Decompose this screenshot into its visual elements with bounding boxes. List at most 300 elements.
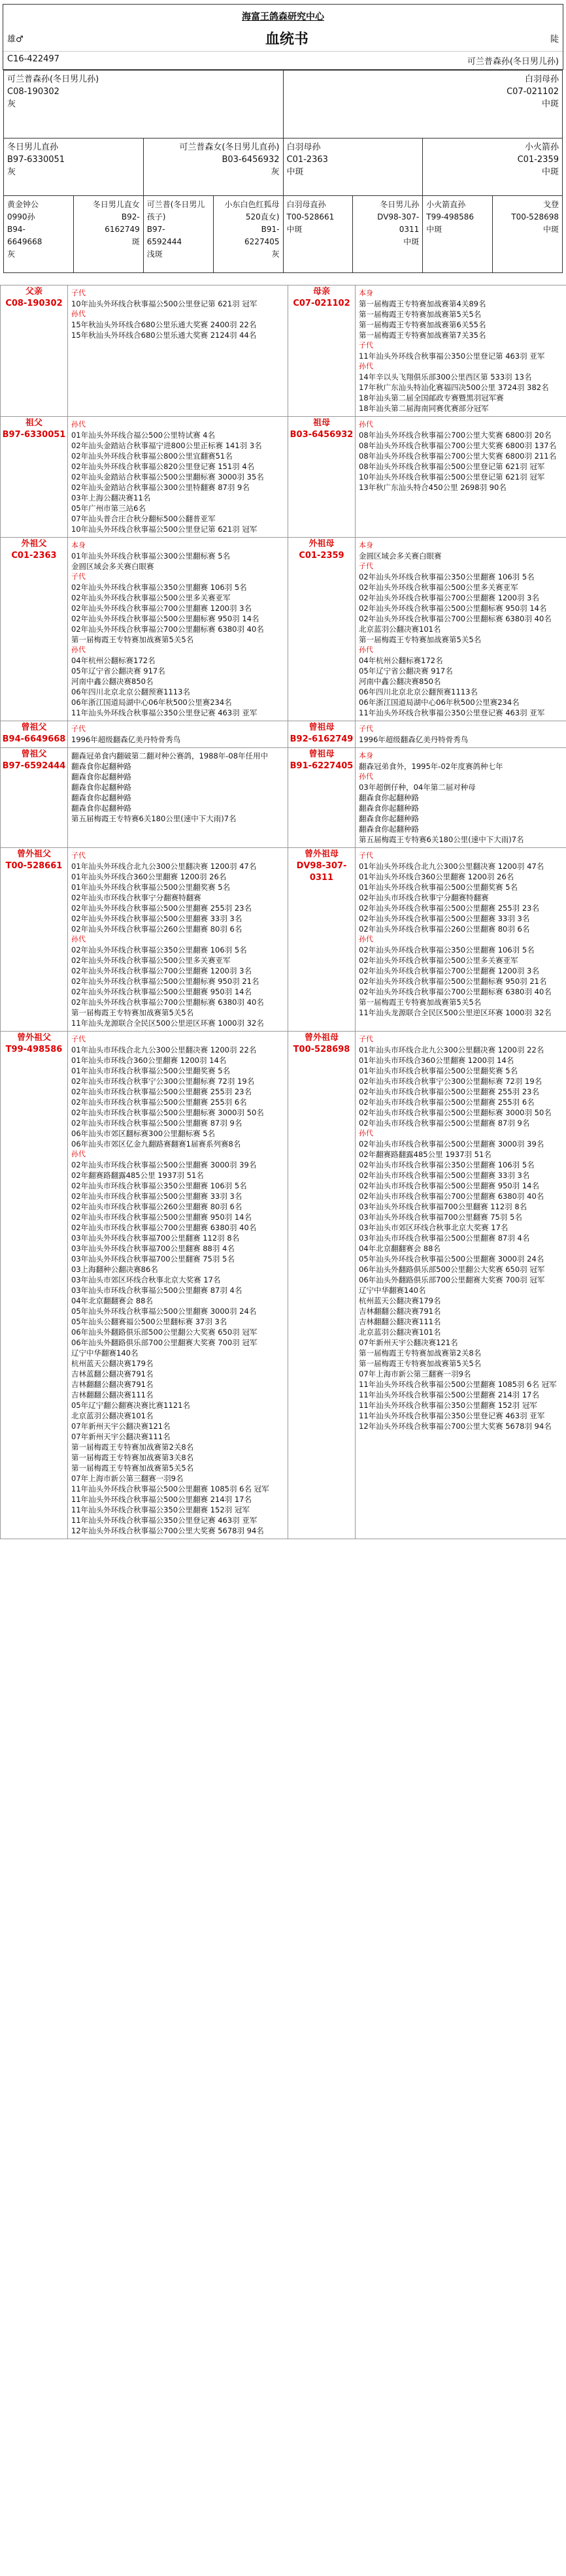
granddam-2-color: 中斑	[541, 167, 559, 177]
achievement-line: 02年汕头外环线合秋事福公820公里登记赛 151羽 4名	[71, 462, 255, 471]
pedigree-header	[3, 4, 563, 70]
section-heading: 孙代	[359, 935, 373, 943]
section-heading: 孙代	[359, 1129, 373, 1137]
achievement-line: 07年新州天宇公翻决赛121名	[359, 1338, 458, 1347]
great-grandparent-5	[283, 196, 353, 273]
achievement-line: 02年汕头外环线合秋事福公700公里翻标赛 6380羽 40名	[71, 625, 264, 634]
achievement-line: 03年汕头市郊区环线合秋事北京大奖赛 17名	[359, 1223, 508, 1232]
achievement-line: 翻森冠弟食内翻破第二翻对种公赛鸽，1988年-08年任用中	[71, 751, 269, 760]
section-heading: 子代	[359, 341, 373, 350]
achievement-line: 02年汕头市环线合秋事宁公300公里翻标赛 72羽 19名	[359, 1077, 542, 1086]
left-achievements	[68, 748, 288, 848]
achievement-line: 翻森食你起翻种路	[359, 814, 419, 823]
achievement-line: 02年汕头市环线合秋事福公500公里翻赛 87羽 9名	[359, 1118, 530, 1128]
achievement-line: 01年汕头外环线合秋事福公500公里翻奖赛 5名	[359, 883, 518, 892]
ggp7-line: 小火箭直孙	[426, 200, 466, 209]
achievement-line: 08年汕头外环线合秋事福公500公里登记第 621羽 冠军	[359, 462, 545, 471]
granddam-1-cell	[143, 139, 283, 196]
achievement-line: 02年汕头市环线合秋事福公350公里翻赛 106羽 5名	[359, 1160, 535, 1169]
achievement-line: 03年汕头外环线合秋事福700公里翻赛 112羽 8名	[71, 1233, 240, 1243]
achievement-line: 第五届梅霞王专特赛6关180公里(速中下大雨)7名	[71, 814, 237, 823]
granddam-1-ring: B03-6456932	[222, 155, 280, 165]
dam-color: 中斑	[541, 99, 559, 109]
ggp2-line: B92-	[121, 212, 140, 221]
section-heading: 孙代	[71, 645, 86, 654]
section-heading: 孙代	[359, 420, 373, 429]
left-ancestor-label	[1, 538, 68, 721]
achievement-line: 01年汕头市环线合北九公300公里翻决赛 1200羽 22名	[71, 1045, 257, 1054]
left-ancestor-label	[1, 848, 68, 1032]
achievement-line: 02年汕头外环线合秋事福公700公里翻赛 1200羽 3名	[359, 966, 539, 975]
achievement-line: 02年汕头外环线合秋事福公260公里翻赛 80羽 6名	[71, 924, 242, 934]
achievement-line: 06年汕头外翻路俱乐部500公里翻公大奖赛 650羽 冠军	[71, 1328, 258, 1337]
achievement-line: 04年杭州公翻标赛172名	[359, 656, 443, 665]
achievement-line: 翻森冠弟食外，1995年-02年度赛鸽种七年	[359, 762, 503, 771]
achievement-line: 01年汕头外环线合北九公300公里翻决赛 1200羽 47名	[359, 862, 544, 871]
achievement-line: 翻森食你起翻种路	[71, 804, 131, 813]
section-heading: 孙代	[71, 935, 86, 943]
achievement-line: 02年汕头外环线合秋事福公500公里翻赛 33羽 3名	[359, 914, 530, 923]
ring-number: C16-422497	[7, 54, 59, 64]
section-heading: 本身	[359, 541, 373, 549]
achievement-line: 第一届梅霞王专特赛加战赛第6关55名	[359, 320, 486, 329]
detail-row	[1, 285, 566, 417]
ggp5-line: 白羽母直孙	[286, 200, 326, 209]
achievement-line: 02年汕头外环线合秋事福公500公里翻赛 255羽 23名	[359, 904, 539, 913]
achievement-line: 02年汕头市环线合秋事福公700公里翻赛 6380羽 40名	[71, 1223, 257, 1232]
great-grandparent-1	[4, 196, 74, 273]
section-heading: 子代	[71, 289, 86, 297]
right-ancestor-label	[288, 285, 356, 417]
achievement-line: 01年汕头市环线合360公里翻赛 1200羽 14名	[71, 1056, 227, 1065]
achievement-line: 02年汕头市环线合秋事福公260公里翻赛 80羽 6名	[71, 1202, 242, 1211]
ggp6-line: 0311	[399, 225, 420, 234]
achievement-line: 04年北京翻翻赛会 88名	[71, 1296, 153, 1305]
achievement-line: 02年汕头外环线合秋事福公700公里翻赛 1200羽 3名	[71, 604, 252, 613]
detail-row	[1, 1032, 566, 1539]
achievement-line: 第一届梅霞王专特赛加战赛第5关5名	[71, 1008, 194, 1017]
left-ancestor-label-line: 父亲	[25, 287, 42, 297]
right-achievements	[356, 748, 566, 848]
achievement-line: 翻森食你起翻种路	[71, 783, 131, 792]
granddam-1-name: 可兰普森女(冬日男儿直孙)	[179, 142, 280, 152]
section-heading: 孙代	[359, 772, 373, 781]
sire-cell	[4, 71, 284, 139]
achievement-line: 06年汕头外翻路俱乐部700公里翻赛大奖赛 700羽 冠军	[71, 1338, 258, 1347]
achievement-line: 第一届梅霞王专特赛加战赛第5关5名	[359, 1359, 482, 1368]
grandsire-2-name: 白羽母孙	[286, 142, 321, 152]
right-ancestor-label	[288, 538, 356, 721]
section-heading: 子代	[359, 725, 373, 733]
achievement-line: 02年汕头外环线合秋事福公260公里翻赛 80羽 6名	[359, 924, 530, 934]
right-ancestor-label	[288, 748, 356, 848]
left-ancestor-label-line: T00-528661	[5, 861, 63, 871]
achievement-line: 北京蓝羽公翻决赛101名	[359, 625, 441, 634]
left-ancestor-label-line: 祖父	[25, 418, 42, 428]
achievement-line: 北京蓝羽公翻决赛101名	[359, 1328, 441, 1337]
achievement-line: 翻森食你起翻种路	[359, 804, 419, 813]
section-heading: 本身	[71, 541, 86, 549]
ggp2-line: 冬日男儿直女	[92, 200, 140, 209]
right-ancestor-label-line: 曾祖母	[308, 749, 335, 759]
left-achievements	[68, 848, 288, 1032]
right-ancestor-label-line: 母亲	[312, 287, 330, 297]
section-heading: 子代	[71, 1035, 86, 1043]
achievement-line: 第一届梅霞王专特赛加战赛第5关5名	[359, 310, 482, 319]
achievement-line: 吉林蓝翻公翻决赛791名	[71, 1369, 154, 1378]
section-heading: 子代	[71, 572, 86, 581]
achievement-line: 18年汕头第二届全国邮政专赛暨黑羽冠军赛	[359, 393, 504, 402]
achievement-line: 11年汕头外环线合秋事福公350公里翻赛 152羽 冠军	[359, 1401, 537, 1410]
achievement-line: 吉林翻翻公翻决赛791名	[71, 1380, 154, 1389]
left-ancestor-label-line: B94-6649668	[2, 734, 66, 744]
achievement-line: 02年汕头金踏站合秋事福公300公里特翻赛 87羽 9名	[71, 483, 250, 492]
achievement-line: 07年汕头普合庄合秋分翻标500公翻普亚军	[71, 514, 216, 523]
achievement-line: 11年汕头外环线合秋事福公350公里登记赛 463羽 亚军	[359, 708, 545, 717]
achievement-line: 吉林翻翻公翻决赛791名	[359, 1307, 441, 1316]
achievement-line: 02年汕头外环线合秋事福公500公里翻赛 33羽 3名	[71, 914, 242, 923]
right-ancestor-label-line: C07-021102	[293, 299, 350, 308]
achievement-line: 翻森食你起翻种路	[359, 793, 419, 802]
left-achievements	[68, 1032, 288, 1539]
right-ancestor-label-line: DV98-307-0311	[296, 861, 347, 883]
achievement-line: 18年汕头第二届海南同赛优赛部分冠军	[359, 404, 489, 413]
achievement-line: 1996年超级翻森亿美丹特骨秀鸟	[359, 735, 469, 744]
achievement-line: 02年汕头金踏站合秋事福宁进800公里正标赛 141羽 3名	[71, 441, 262, 450]
achievement-line: 01年汕头市环线合秋事福公500公里翻奖赛 5名	[359, 1066, 518, 1075]
achievement-line: 06年浙江国道局湖中心06年秋500公里赛234名	[71, 698, 232, 707]
achievement-line: 15年秋汕头外环线合680公里乐通大奖赛 2400羽 22名	[71, 320, 257, 329]
left-ancestor-label-line: T99-498586	[5, 1045, 63, 1054]
performance-details-table	[0, 285, 566, 1539]
achievement-line: 02年汕头金踏站合秋事福公500公里翻标赛 3000羽 35名	[71, 472, 264, 481]
achievement-line: 11年汕头龙源联合全民区500公里逆区环赛 1000羽 32名	[359, 1008, 552, 1017]
grandsire-1-ring: B97-6330051	[7, 155, 65, 165]
left-ancestor-label-line: 曾祖父	[21, 749, 47, 759]
achievement-line: 11年汕头外环线合秋事福公350公里登记赛 463羽 亚军	[71, 1516, 258, 1525]
grandsire-2-color: 中斑	[286, 167, 304, 177]
achievement-line: 辽宁中华翻赛140名	[71, 1348, 139, 1358]
achievement-line: 02年汕头市环线合秋事福公500公里翻赛 87羽 9名	[71, 1118, 242, 1128]
achievement-line: 第一届梅霞王专特赛加战赛第7关35名	[359, 331, 486, 340]
right-achievements	[356, 417, 566, 538]
achievement-line: 17年秋广东汕头特汕化赛福四决500公里 3724羽 382名	[359, 383, 549, 392]
achievement-line: 06年汕头市郊区翻标赛300公里翻标赛 5名	[71, 1129, 216, 1138]
ggp6-line: DV98-307-	[377, 212, 420, 221]
ggp7-line: 中斑	[426, 225, 442, 234]
achievement-line: 01年汕头外环线合360公里翻赛 1200羽 26名	[359, 872, 514, 881]
achievement-line: 02年汕头外环线合秋事福公500公里多关赛亚军	[359, 583, 518, 592]
section-heading: 本身	[359, 751, 373, 760]
achievement-line: 吉林翻翻公翻决赛111名	[359, 1317, 441, 1326]
right-ancestor-label-line: B91-6227405	[290, 761, 354, 771]
pedigree-table	[3, 70, 563, 273]
achievement-line: 02年汕头市环线合秋事福公500公里翻赛 33羽 3名	[71, 1192, 242, 1201]
granddam-2-name: 小火箭孙	[524, 142, 559, 152]
achievement-line: 翻森食你起翻种路	[71, 793, 131, 802]
achievement-line: 02年汕头市环线合秋事宁公300公里翻标赛 72羽 19名	[71, 1077, 255, 1086]
achievement-line: 第一届梅霞王专特赛加战赛第4关89名	[359, 299, 486, 308]
section-heading: 子代	[359, 1035, 373, 1043]
achievement-line: 02年汕头外环线合秋事福公500公里翻赛 255羽 23名	[71, 904, 252, 913]
achievement-line: 北京蓝羽公翻决赛101名	[71, 1411, 154, 1420]
achievement-line: 03年汕头市环线合秋事福公500公里翻赛 87羽 4名	[359, 1233, 530, 1243]
achievement-line: 02年汕头外环线合秋事福公700公里翻赛 1200羽 3名	[359, 593, 539, 602]
achievement-line: 金圆区域会多关赛白眼赛	[71, 562, 154, 571]
right-ancestor-label	[288, 721, 356, 748]
achievement-line: 杭州蓝天公翻决赛179名	[71, 1359, 154, 1368]
detail-row	[1, 848, 566, 1032]
section-heading: 子代	[359, 851, 373, 860]
left-ancestor-label-line: 曾外祖父	[16, 1033, 51, 1043]
left-ancestor-label	[1, 285, 68, 417]
ggp5-line: 中斑	[286, 225, 303, 234]
title-row	[3, 25, 563, 51]
detail-row	[1, 748, 566, 848]
achievement-line: 01年汕头市环线合秋事福公500公里翻奖赛 5名	[71, 1066, 231, 1075]
dam-name: 白羽母孙	[524, 74, 559, 84]
achievement-line: 07年上海市新公第三翻赛一羽9名	[359, 1369, 471, 1378]
right-ancestor-label-line: 曾外祖母	[304, 1033, 339, 1043]
achievement-line: 翻森食你起翻种路	[359, 824, 419, 834]
detail-row	[1, 721, 566, 748]
ggp4-line: 6227405	[244, 237, 280, 246]
left-ancestor-label-line: 曾外祖父	[16, 849, 51, 859]
achievement-line: 02年汕头市环线合秋事宁分翻赛特翻赛	[71, 893, 201, 902]
ggp2-line: 斑	[131, 237, 140, 246]
achievement-line: 10年汕头外环线合秋事福公500公里登记第 621羽 冠军	[359, 472, 545, 481]
great-grandparent-2	[73, 196, 143, 273]
ggp3-line: 6592444	[146, 237, 182, 246]
achievement-line: 河南中鑫公翻决赛850名	[359, 677, 441, 686]
achievement-line: 第一届梅霞王专特赛加战赛第3关8名	[71, 1453, 194, 1462]
achievement-line: 02年汕头市环线合秋事福公700公里翻赛 6380羽 40名	[359, 1192, 544, 1201]
left-ancestor-label-line: C08-190302	[5, 299, 63, 308]
ggp1-line: 6649668	[7, 237, 42, 246]
left-ancestor-label-line: B97-6330051	[2, 430, 66, 440]
detail-row	[1, 417, 566, 538]
achievement-line: 10年汕头外环线合秋事福公500公里登记第 621羽 冠军	[71, 299, 258, 308]
achievement-line: 02年翻赛路翻露485公里 1937羽 51名	[359, 1150, 491, 1159]
granddam-1-color: 灰	[271, 167, 280, 177]
achievement-line: 02年汕头外环线合秋事福公500公里翻标赛 950羽 14名	[71, 614, 259, 623]
page-title: 血统书	[265, 31, 308, 48]
achievement-line: 02年汕头外环线合秋事福公500公里多关赛亚军	[359, 956, 518, 965]
granddam-2-cell	[423, 139, 563, 196]
sex-marker: 雄♂	[7, 35, 24, 44]
grandsire-1-cell	[4, 139, 144, 196]
achievement-line: 07年上海市新公第三翻赛一羽9名	[71, 1474, 184, 1483]
ggp2-line: 6162749	[105, 225, 140, 234]
right-ancestor-label	[288, 417, 356, 538]
achievement-line: 12年汕头外环线合秋事福公700公里大奖赛 5678羽 94名	[71, 1526, 264, 1535]
achievement-line: 1996年超级翻森亿美丹特骨秀鸟	[71, 735, 181, 744]
achievement-line: 05年辽宁翻公翻赛决赛比赛1121名	[71, 1401, 190, 1410]
achievement-line: 07年新州天宇公翻决赛121名	[71, 1422, 171, 1431]
achievement-line: 08年汕头外环线合秋事福公700公里大奖赛 6800羽 20名	[359, 431, 552, 440]
achievement-line: 03上海翻种公翻决赛86名	[71, 1265, 158, 1274]
great-grandparent-3	[143, 196, 213, 273]
section-heading: 子代	[71, 725, 86, 733]
dam-cell	[283, 71, 563, 139]
achievement-line: 10年汕头外环线合秋事福公500公里登记第 621羽 冠军	[71, 525, 258, 534]
achievement-line: 03年超倒仔种，04年第二届对种母	[359, 783, 476, 792]
achievement-line: 02年汕头市环线合秋事宁分翻赛特翻赛	[359, 893, 489, 902]
achievement-line: 第一届梅霞王专特赛加战赛第5关5名	[71, 1463, 194, 1473]
achievement-line: 02年汕头外环线合秋事福公500公里翻标赛 950羽 21名	[359, 977, 547, 986]
achievement-line: 辽宁中华翻赛140名	[359, 1286, 426, 1295]
achievement-line: 02年汕头市环线合秋事福公500公里翻赛 3000羽 39名	[71, 1160, 257, 1169]
achievement-line: 02年汕头外环线合秋事福公500公里多关赛亚军	[71, 956, 231, 965]
ggp7-line: T99-498586	[426, 212, 474, 221]
achievement-line: 04年杭州公翻标赛172名	[71, 656, 156, 665]
ggp3-line: B97-	[146, 225, 165, 234]
achievement-line: 02年汕头外环线合秋事福公350公里翻赛 106羽 5名	[359, 945, 535, 954]
left-ancestor-label-line: 外祖父	[21, 539, 47, 549]
sire-ring: C08-190302	[7, 87, 59, 97]
right-ancestor-label-line: 外祖母	[308, 539, 335, 549]
achievement-line: 第一届梅霞王专特赛加战赛第5关5名	[359, 998, 482, 1007]
left-achievements	[68, 721, 288, 748]
grandsire-1-color: 灰	[7, 167, 16, 177]
ggp4-line: B91-	[261, 225, 280, 234]
left-achievements	[68, 538, 288, 721]
left-ancestor-label-line: B97-6592444	[2, 761, 66, 771]
left-ancestor-label-line: C01-2363	[11, 551, 57, 561]
achievement-line: 翻森食你起翻种路	[71, 762, 131, 771]
sex-marker-right: 陡	[550, 35, 559, 44]
achievement-line: 06年四川北京北京公翻预赛1113名	[71, 687, 190, 696]
left-ancestor-label	[1, 748, 68, 848]
achievement-line: 05年汕头外环线合秋事福公500公里翻赛 3000羽 24名	[359, 1254, 544, 1264]
achievement-line: 02年汕头外环线合秋事福公350公里翻赛 106羽 5名	[71, 583, 247, 592]
achievement-line: 13年秋广东汕头特合450公里 2698羽 90名	[359, 483, 507, 492]
achievement-line: 03年汕头市郊区环线合秋事北京大奖赛 17名	[71, 1275, 221, 1284]
ggp8-line: 中斑	[542, 225, 559, 234]
achievement-line: 01年汕头外环线合福公500公里特试赛 4名	[71, 431, 216, 440]
right-achievements	[356, 1032, 566, 1539]
dam-ring: C07-021102	[507, 87, 559, 97]
achievement-line: 06年四川北京北京公翻预赛1113名	[359, 687, 478, 696]
ggp3-line: 浅斑	[146, 250, 163, 259]
achievement-line: 06年汕头外翻路俱乐部700公里翻赛大奖赛 700羽 冠军	[359, 1275, 545, 1284]
achievement-line: 第一届梅霞王专特赛加战赛第2关8名	[359, 1348, 482, 1358]
sire-color: 灰	[7, 99, 16, 109]
ggp6-line: 冬日男儿孙	[380, 200, 420, 209]
achievement-line: 05年汕头公翻赛福公500公里翻标赛 37羽 3名	[71, 1317, 227, 1326]
right-ancestor-label-line: 祖母	[312, 418, 330, 428]
left-ancestor-label-line: 曾祖父	[21, 723, 47, 732]
right-achievements	[356, 538, 566, 721]
achievement-line: 14年辛以头飞翔俱乐部300公里西区第 533羽 13名	[359, 372, 532, 382]
great-grandparent-7	[423, 196, 493, 273]
achievement-line: 11年汕头外环线合秋事福公500公里翻赛 1085羽 6名 冠军	[71, 1484, 269, 1493]
achievement-line: 02年汕头外环线合秋事福公350公里翻赛 106羽 5名	[359, 572, 535, 581]
achievement-line: 02年汕头外环线合秋事福公700公里翻标赛 6380羽 40名	[359, 987, 552, 996]
grandsire-2-ring: C01-2363	[286, 155, 328, 165]
achievement-line: 03年汕头市环线合秋事福公500公里翻赛 87羽 4名	[71, 1286, 242, 1295]
bird-name: 可兰普森孙(冬日男儿孙)	[467, 57, 559, 67]
achievement-line: 11年汕头外环线合秋事福公350公里登记赛 463羽 亚军	[359, 1411, 545, 1420]
achievement-line: 05年汕头外环线合秋事福公500公里翻赛 3000羽 24名	[71, 1307, 257, 1316]
achievement-line: 02年汕头外环线合秋事福公800公里宜翻赛51名	[71, 451, 233, 461]
right-ancestor-label-line: B03-6456932	[290, 430, 354, 440]
right-ancestor-label-line: C01-2359	[299, 551, 344, 561]
achievement-line: 02年汕头市环线合秋事福公500公里翻赛 33羽 3名	[359, 1171, 530, 1180]
achievement-line: 02年汕头市环线合秋事福公500公里翻赛 950羽 14名	[359, 1181, 539, 1190]
achievement-line: 02年汕头市环线合秋事福公350公里翻赛 106羽 5名	[71, 1181, 247, 1190]
achievement-line: 06年浙江国道局湖中心06年秋500公里赛234名	[359, 698, 520, 707]
achievement-line: 第五届梅霞王专特赛6关180公里(速中下大雨)7名	[359, 835, 524, 844]
achievement-line: 02年汕头市环线合秋事福公500公里翻标赛 3000羽 50名	[71, 1108, 264, 1117]
achievement-line: 01年汕头外环线合北九公300公里翻决赛 1200羽 47名	[71, 862, 257, 871]
right-ancestor-label-line: 曾外祖母	[304, 849, 339, 859]
achievement-line: 03年汕头外环线合秋事福700公里翻赛 88羽 4名	[71, 1244, 235, 1253]
achievement-line: 04年北京翻翻赛会 88名	[359, 1244, 441, 1253]
ring-row	[3, 51, 563, 69]
ggp1-line: 黄金钟公	[7, 200, 39, 209]
achievement-line: 第一届梅霞王专特赛加战赛第5关5名	[359, 635, 482, 644]
right-achievements	[356, 285, 566, 417]
achievement-line: 01年汕头外环线合秋事福公300公里翻标赛 5名	[71, 551, 231, 561]
achievement-line: 金圆区域会多关赛白眼赛	[359, 551, 442, 561]
left-achievements	[68, 417, 288, 538]
right-ancestor-label-line: B92-6162749	[290, 734, 354, 744]
achievement-line: 杭州蓝天公翻决赛179名	[359, 1296, 441, 1305]
left-ancestor-label	[1, 417, 68, 538]
section-heading: 孙代	[359, 645, 373, 654]
achievement-line: 06年汕头市郊区亿金九翻路赛翻赛1届赛系列赛8名	[71, 1139, 241, 1149]
achievement-line: 03年上海公翻决赛11名	[71, 493, 151, 502]
achievement-line: 第一届梅霞王专特赛加战赛第5关5名	[71, 635, 194, 644]
achievement-line: 吉林翻翻公翻决赛111名	[71, 1390, 154, 1399]
sire-name: 可兰普森孙(冬日男儿孙)	[7, 74, 99, 84]
right-ancestor-label	[288, 1032, 356, 1539]
ggp8-line: T00-528698	[511, 212, 559, 221]
achievement-line: 02年汕头外环线合秋事福公700公里翻标赛 6380羽 40名	[71, 998, 264, 1007]
achievement-line: 02年汕头市环线合秋事福公500公里翻赛 255羽 6名	[359, 1098, 535, 1107]
ggp4-line: 小东白色红狐母520直女)	[224, 200, 280, 221]
achievement-line: 01年汕头市环线合北九公300公里翻决赛 1200羽 22名	[359, 1045, 544, 1054]
ggp4-line: 灰	[271, 250, 280, 259]
pedigree-page	[0, 4, 566, 1539]
achievement-line: 11年汕头外环线合秋事福公500公里翻赛 214羽 17名	[71, 1495, 252, 1504]
right-ancestor-label-line: T00-528698	[293, 1045, 350, 1054]
achievement-line: 08年汕头外环线合秋事福公700公里大奖赛 6800羽 211名	[359, 451, 557, 461]
achievement-line: 02年汕头市环线合秋事福公500公里翻赛 255羽 23名	[71, 1087, 252, 1096]
achievement-line: 15年秋汕头外环线合680公里乐通大奖赛 2124羽 44名	[71, 331, 257, 340]
achievement-line: 05年辽宁省公翻决赛 917名	[359, 666, 453, 676]
great-grandparent-6	[353, 196, 423, 273]
achievement-line: 02年汕头市环线合秋事福公500公里翻标赛 3000羽 50名	[359, 1108, 552, 1117]
great-grandparent-4	[213, 196, 283, 273]
achievement-line: 03年汕头外环线合秋事福700公里翻赛 112羽 8名	[359, 1202, 527, 1211]
right-achievements	[356, 721, 566, 748]
section-heading: 子代	[359, 562, 373, 570]
grandsire-1-name: 冬日男儿直孙	[7, 142, 59, 152]
detail-row	[1, 538, 566, 721]
ggp1-line: B94-	[7, 225, 25, 234]
achievement-line: 02年汕头市环线合秋事福公500公里翻赛 950羽 14名	[71, 1213, 252, 1222]
achievement-line: 02年汕头外环线合秋事福公500公里翻标赛 950羽 21名	[71, 977, 259, 986]
achievement-line: 11年汕头外环线合秋事福公500公里翻赛 1085羽 6名 冠军	[359, 1380, 557, 1389]
achievement-line: 11年汕头外环线合秋事福公350公里登记赛 463羽 亚军	[71, 708, 258, 717]
section-heading: 孙代	[71, 310, 86, 318]
achievement-line: 03年汕头外环线合秋事福700公里翻赛 75羽 5名	[359, 1213, 522, 1222]
right-ancestor-label	[288, 848, 356, 1032]
achievement-line: 12年汕头外环线合秋事福公700公里大奖赛 5678羽 94名	[359, 1422, 552, 1431]
achievement-line: 03年汕头外环线合秋事福700公里翻赛 75羽 5名	[71, 1254, 235, 1264]
